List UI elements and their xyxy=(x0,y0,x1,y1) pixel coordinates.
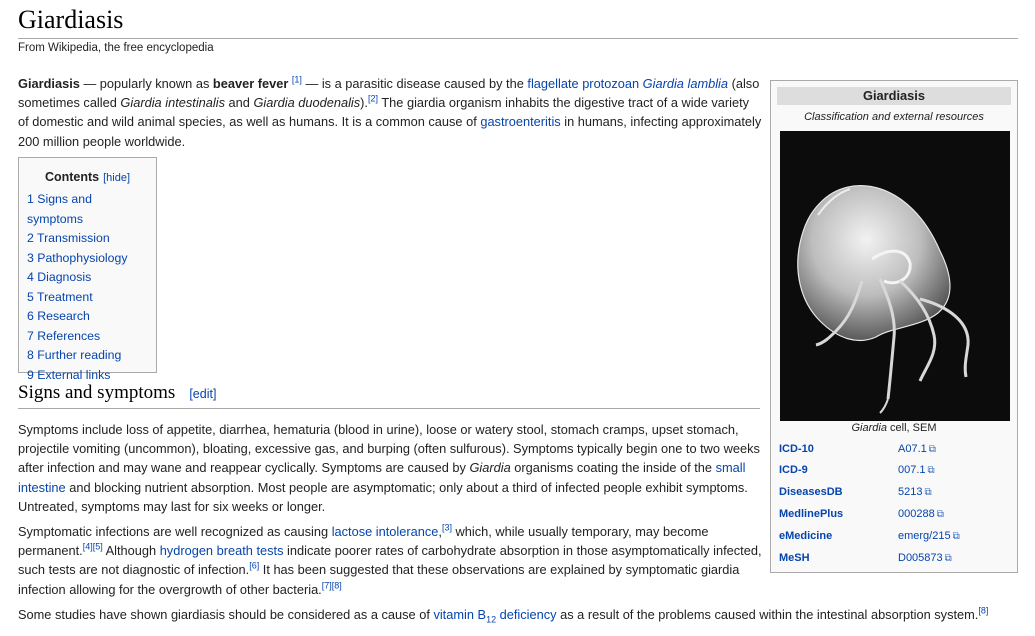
infobox-value: 000288 xyxy=(898,508,935,520)
infobox-key[interactable]: DiseasesDB xyxy=(779,486,843,498)
infobox-row-icd10 xyxy=(779,443,1011,461)
body-text: indicate poorer rates of carbohydrate absorption in those asymptomatically infected, such tests are not diagnostic of infection. xyxy=(18,543,762,578)
intro-text: ). xyxy=(360,95,368,111)
intro-text: — is a parasitic disease caused by the xyxy=(301,76,528,91)
giardia-cell-image xyxy=(780,131,1010,421)
toc-item[interactable]: 6 Research xyxy=(27,309,90,323)
external-link-icon: ⧉ xyxy=(936,509,944,520)
link-flagellate[interactable]: flagellate xyxy=(527,76,579,91)
link-small-intestine[interactable]: small intestine xyxy=(18,460,746,495)
giardia-image[interactable] xyxy=(780,131,1010,421)
citation-7-8[interactable]: [7][8] xyxy=(321,580,342,591)
external-link-icon: ⧉ xyxy=(927,465,935,476)
link-lactose-intolerance[interactable]: lactose intolerance xyxy=(331,524,439,539)
body-text: Symptomatic infections are well recognized as causing xyxy=(18,524,332,539)
infobox-value-link[interactable] xyxy=(898,530,960,542)
infobox-row-emedicine xyxy=(779,530,1011,548)
toc-item[interactable]: 9 External links xyxy=(27,367,111,382)
body-text: It has been suggested that these observations are explained by symptomatic giardia infection allowing for the overgrowth of other bacteria. xyxy=(18,562,740,597)
image-caption xyxy=(771,422,1017,434)
link-giardia-lamblia[interactable]: Giardia lamblia xyxy=(642,76,729,91)
infobox-key[interactable]: MeSH xyxy=(779,552,810,564)
infobox-key[interactable]: eMedicine xyxy=(779,530,833,542)
infobox-value: D005873 xyxy=(898,552,943,564)
section-heading xyxy=(18,382,760,409)
body-text: which, while usually temporary, may become permanent. xyxy=(18,524,709,559)
infobox-row-icd9 xyxy=(779,464,1011,482)
symptoms-paragraph xyxy=(18,420,763,516)
toc-item[interactable]: 3 Pathophysiology xyxy=(27,250,128,265)
alt-name: Giardia intestinalis xyxy=(120,95,225,111)
infobox-key[interactable]: ICD-10 xyxy=(779,443,814,455)
infobox-value-link[interactable] xyxy=(898,464,935,476)
link-subscript: 12 xyxy=(486,614,497,625)
link-vitamin-b12-deficiency[interactable] xyxy=(433,607,557,625)
body-text: and blocking nutrient absorption. Most people are asymptomatic; only about a third of infected people exhibit symptoms. Untreated, symptoms may last for six weeks or longer. xyxy=(18,479,748,514)
infobox-value-link[interactable] xyxy=(898,486,932,498)
infobox xyxy=(770,80,1018,573)
alias-bold: beaver fever xyxy=(212,76,289,91)
table-of-contents xyxy=(18,157,157,382)
infobox-value: 007.1 xyxy=(898,464,926,476)
intro-paragraph xyxy=(18,74,763,151)
infobox-row-diseasesdb xyxy=(779,486,1011,504)
toc-item[interactable]: 2 Transmission xyxy=(27,231,110,245)
intro-text: (also sometimes called xyxy=(18,76,760,111)
external-link-icon: ⧉ xyxy=(924,487,932,498)
alt-name: Giardia duodenalis xyxy=(253,95,361,111)
citation-8[interactable]: [8] xyxy=(978,605,989,616)
italic-term: Giardia xyxy=(469,460,511,476)
toc-item[interactable]: 1 Signs and symptoms xyxy=(27,192,92,226)
toc-title: Contents xyxy=(44,170,100,184)
caption-italic: Giardia xyxy=(851,422,887,434)
site-subtitle: From Wikipedia, the free encyclopedia xyxy=(18,42,214,54)
infobox-row-mesh xyxy=(779,552,1011,570)
toc-hide-toggle[interactable]: [hide] xyxy=(103,172,131,184)
infobox-value-link[interactable] xyxy=(898,552,952,564)
citation-6[interactable]: [6] xyxy=(249,561,260,572)
link-gastroenteritis[interactable]: gastroenteritis xyxy=(480,114,561,130)
edit-section-link[interactable]: [edit] xyxy=(189,387,217,401)
intro-text: — popularly known as xyxy=(79,76,213,91)
body-text: as a result of the problems caused within the intestinal absorption system. xyxy=(556,607,979,622)
body-text: Symptoms include loss of appetite, diarrhea, hematuria (blood in urine), loose or watery stool, stomach cramps, upset stomach, projectile vomiting (uncommon), bloating, excessive gas, and burping (often sulfurous). Symptoms typically begin one to two weeks after infection and may wane and reappear cyclically. Symptoms are caused by xyxy=(18,422,760,476)
external-link-icon: ⧉ xyxy=(928,444,936,455)
body-text: Some studies have shown giardiasis should be considered as a cause of xyxy=(18,607,434,622)
term-bold: Giardiasis xyxy=(18,76,80,91)
intro-text: and xyxy=(224,95,254,111)
body-text: Although xyxy=(102,543,160,559)
external-link-icon: ⧉ xyxy=(952,531,960,542)
infobox-value: 5213 xyxy=(898,486,923,498)
infobox-row-medlineplus xyxy=(779,508,1011,526)
toc-item[interactable]: 8 Further reading xyxy=(27,348,122,362)
caption-text: cell, SEM xyxy=(886,422,937,434)
toc-item[interactable]: 4 Diagnosis xyxy=(27,270,92,284)
infobox-value: A07.1 xyxy=(898,443,927,455)
infobox-title: Giardiasis xyxy=(777,87,1011,105)
infection-paragraph xyxy=(18,522,763,599)
body-text: organisms coating the inside of the xyxy=(510,460,716,476)
infobox-subtitle: Classification and external resources xyxy=(804,111,984,123)
toc-list xyxy=(27,190,148,385)
infobox-key[interactable]: ICD-9 xyxy=(779,464,808,476)
toc-item[interactable]: 5 Treatment xyxy=(27,289,93,304)
external-link-icon: ⧉ xyxy=(944,553,952,564)
citation-4-5[interactable]: [4][5] xyxy=(82,541,103,552)
citation-3[interactable]: [3] xyxy=(441,522,452,533)
toc-item[interactable]: 7 References xyxy=(27,328,101,343)
link-protozoan[interactable]: protozoan xyxy=(582,76,640,91)
infobox-value-link[interactable] xyxy=(898,508,944,520)
toc-header xyxy=(27,170,148,184)
infobox-key[interactable]: MedlinePlus xyxy=(779,508,844,520)
page-title: Giardiasis xyxy=(18,4,1018,39)
intro-text: The giardia organism inhabits the digestive tract of a wide variety of domestic and wild animal species, as well as humans. It is a common cause of xyxy=(18,95,750,130)
b12-paragraph xyxy=(18,605,1018,624)
section-title: Signs and symptoms xyxy=(18,382,176,403)
intro-text: in humans, infecting approximately 200 million people worldwide. xyxy=(18,114,762,149)
infobox-value: emerg/215 xyxy=(898,530,951,542)
body-text: , xyxy=(438,524,442,539)
link-text: deficiency xyxy=(496,607,557,622)
citation-1[interactable]: [1] xyxy=(291,74,302,85)
infobox-value-link[interactable] xyxy=(898,443,936,455)
link-text: vitamin B xyxy=(433,607,487,622)
link-hydrogen-breath-tests[interactable]: hydrogen breath tests xyxy=(159,543,284,559)
citation-2[interactable]: [2] xyxy=(368,93,379,104)
